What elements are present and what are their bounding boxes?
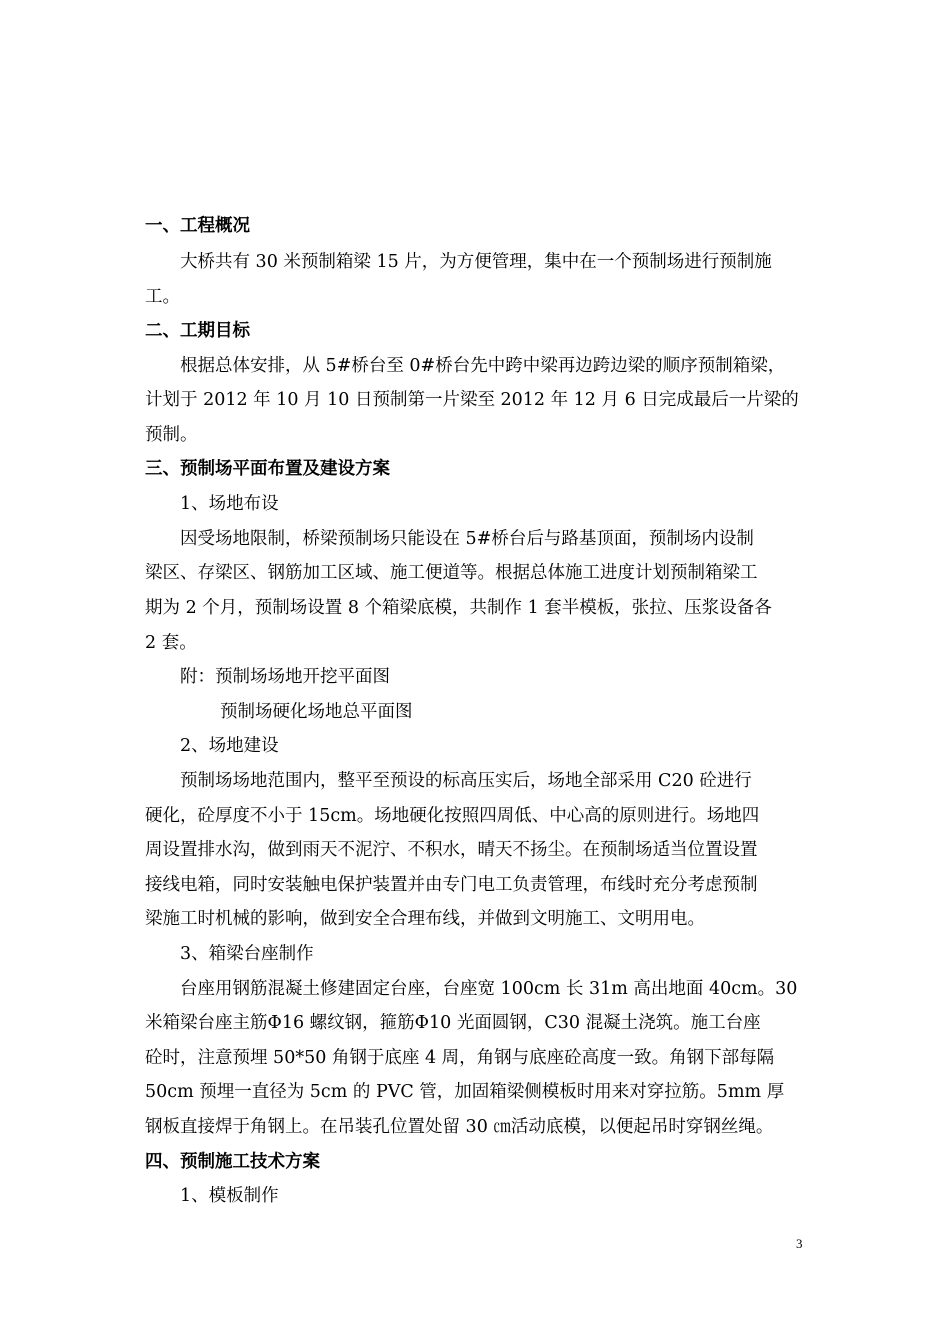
attachment-line: 预制场硬化场地总平面图 (220, 702, 413, 722)
paragraph-line: 2 套。 (145, 633, 197, 653)
paragraph-line: 接线电箱，同时安装触电保护装置并由专门电工负责管理，布线时充分考虑预制 (145, 875, 758, 895)
paragraph-line: 台座用钢筋混凝土修建固定台座，台座宽 100cm 长 31m 高出地面 40cm。30 (180, 979, 798, 999)
paragraph-line: 梁施工时机械的影响，做到安全合理布线，并做到文明施工、文明用电。 (145, 909, 705, 929)
attachment-line: 附：预制场场地开挖平面图 (180, 667, 390, 687)
paragraph-line: 根据总体安排，从 5#桥台至 0#桥台先中跨中梁再边跨边梁的顺序预制箱梁， (180, 356, 786, 376)
subheading-site-construction: 2、场地建设 (180, 736, 279, 756)
page-number: 3 (796, 1236, 803, 1251)
paragraph-line: 计划于 2012 年 10 月 10 日预制第一片梁至 2012 年 12 月 6 日完成最后一片梁的 (145, 390, 799, 410)
subheading-pedestal: 3、箱梁台座制作 (180, 944, 314, 964)
paragraph-line: 大桥共有 30 米预制箱梁 15 片，为方便管理，集中在一个预制场进行预制施 (180, 252, 772, 272)
paragraph-line: 工。 (145, 287, 180, 307)
paragraph-line: 期为 2 个月，预制场设置 8 个箱梁底模，共制作 1 套半模板，张拉、压浆设备各 (145, 598, 772, 618)
heading-technical-plan: 四、预制施工技术方案 (145, 1152, 320, 1172)
paragraph-line: 因受场地限制，桥梁预制场只能设在 5#桥台后与路基顶面，预制场内设制 (180, 529, 754, 549)
subheading-formwork: 1、模板制作 (180, 1186, 279, 1206)
paragraph-line: 50cm 预埋一直径为 5cm 的 PVC 管，加固箱梁侧模板时用来对穿拉筋。5mm 厚 (145, 1082, 785, 1102)
heading-project-overview: 一、工程概况 (145, 216, 250, 236)
paragraph-line: 周设置排水沟，做到雨天不泥泞、不积水，晴天不扬尘。在预制场适当位置设置 (145, 840, 758, 860)
paragraph-line: 梁区、存梁区、钢筋加工区域、施工便道等。根据总体施工进度计划预制箱梁工 (145, 563, 758, 583)
heading-yard-layout: 三、预制场平面布置及建设方案 (145, 459, 390, 479)
paragraph-line: 预制。 (145, 425, 198, 445)
paragraph-line: 预制场场地范围内，整平至预设的标高压实后，场地全部采用 C20 砼进行 (180, 771, 752, 791)
paragraph-line: 米箱梁台座主筋Φ16 螺纹钢，箍筋Φ10 光面圆钢，C30 混凝土浇筑。施工台座 (145, 1013, 761, 1033)
paragraph-line: 硬化，砼厚度不小于 15cm。场地硬化按照四周低、中心高的原则进行。场地四 (145, 806, 760, 826)
paragraph-line: 砼时，注意预埋 50*50 角钢于底座 4 周，角钢与底座砼高度一致。角钢下部每隔 (145, 1048, 775, 1068)
subheading-site-layout: 1、场地布设 (180, 494, 279, 514)
paragraph-line: 钢板直接焊于角钢上。在吊装孔位置处留 30 ㎝活动底模，以便起吊时穿钢丝绳。 (145, 1117, 774, 1137)
heading-schedule-goal: 二、工期目标 (145, 321, 250, 341)
